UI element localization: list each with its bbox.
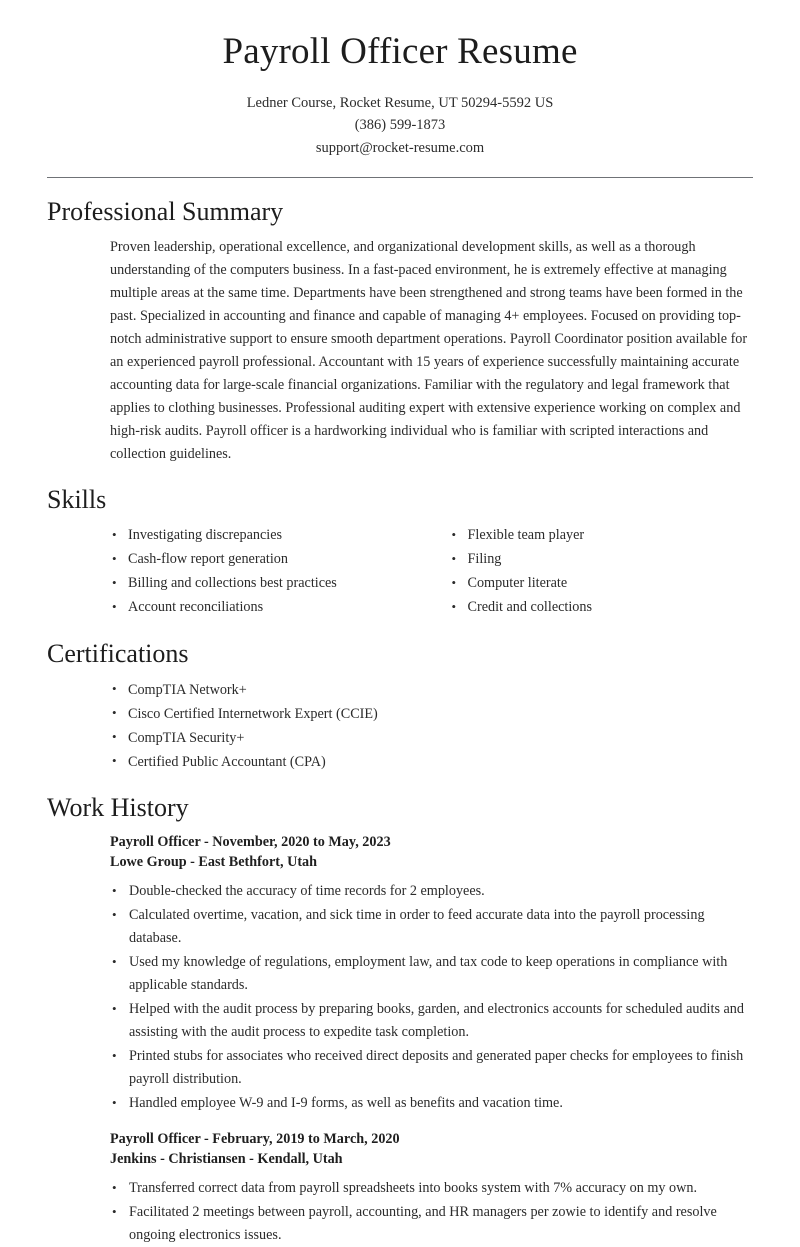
list-item: • Transferred correct data from payroll spreadsheets into books system with 7% accuracy on my own. <box>110 1177 753 1200</box>
header-divider <box>47 177 753 178</box>
section-heading-certifications: Certifications <box>47 639 189 669</box>
job-entry <box>110 1129 753 1247</box>
list-item: • Facilitated 2 meetings between payroll, accounting, and HR managers per zowie to identify and resolve ongoing electronics issues. <box>110 1201 753 1247</box>
list-item: • Certified Public Accountant (CPA) <box>110 751 753 774</box>
list-item: • Cash-flow report generation <box>110 548 432 571</box>
list-item: • Flexible team player <box>450 524 754 547</box>
list-item: • Computer literate <box>450 572 754 595</box>
section-skills <box>0 484 800 620</box>
job-company-line: Jenkins - Christiansen - Kendall, Utah <box>110 1151 343 1168</box>
job-company-line: Lowe Group - East Bethfort, Utah <box>110 853 318 870</box>
certifications-list <box>110 679 753 774</box>
section-certifications <box>0 638 800 773</box>
skills-list-left <box>110 524 432 619</box>
list-item: • Double-checked the accuracy of time records for 2 employees. <box>110 880 753 903</box>
list-item: • Helped with the audit process by preparing books, garden, and electronics accounts for scheduled audits and assisting with the audit process to expedite task completion. <box>110 998 753 1044</box>
list-item: • Handled employee W-9 and I-9 forms, as well as benefits and vacation time. <box>110 1092 753 1115</box>
job-bullets <box>110 1177 753 1247</box>
skills-list-right <box>450 524 754 619</box>
section-heading-skills: Skills <box>47 485 107 515</box>
section-professional-summary <box>0 196 800 466</box>
list-item: • Credit and collections <box>450 596 754 619</box>
job-title-line: Payroll Officer - November, 2020 to May, 2023 <box>110 833 391 850</box>
skills-column-left <box>110 524 432 620</box>
list-item: • Billing and collections best practices <box>110 572 432 595</box>
page-title: Payroll Officer Resume <box>222 31 578 72</box>
list-item: • CompTIA Security+ <box>110 727 753 750</box>
list-item: • Printed stubs for associates who received direct deposits and generated paper checks for employees to finish payroll distribution. <box>110 1045 753 1091</box>
section-work-history <box>0 792 800 1247</box>
job-bullets <box>110 880 753 1115</box>
certifications-body <box>47 679 753 774</box>
work-history-body <box>47 832 753 1247</box>
summary-body <box>47 236 753 466</box>
contact-address: Ledner Course, Rocket Resume, UT 50294-5592 US <box>246 94 554 111</box>
list-item: • Cisco Certified Internetwork Expert (CCIE) <box>110 703 753 726</box>
skills-columns <box>110 524 753 620</box>
list-item: • Calculated overtime, vacation, and sick time in order to feed accurate data into the payroll processing database. <box>110 904 753 950</box>
job-title-line: Payroll Officer - February, 2019 to March, 2020 <box>110 1131 400 1148</box>
job-entry <box>110 832 753 1115</box>
resume-header <box>0 0 800 159</box>
job-bullet-list <box>110 880 753 1115</box>
section-heading-summary: Professional Summary <box>47 197 284 227</box>
list-item: • CompTIA Network+ <box>110 679 753 702</box>
list-item: • Investigating discrepancies <box>110 524 432 547</box>
summary-paragraph: Proven leadership, operational excellence, and organizational development skills, as well as a thorough understanding of the computers business. In a fast-paced environment, he is extremely effective at managing multiple areas at the same time. Departments have been strengthened and strong teams have been formed in the past. Specialized in accounting and finance and capable of managing 4+ employees. Focused on providing top-notch administrative support to ensure smooth department operations. Payroll Coordinator position available for an experienced payroll professional. Accountant with 15 years of experience successfully maintaining accurate accounting data for large-scale financial organizations. Familiar with the regulatory and legal framework that applies to clothing businesses. Professional auditing expert with extensive experience working on complex and high-risk audits. Payroll officer is a hardworking individual who is familiar with scripted interactions and collection guidelines. <box>110 239 748 463</box>
skills-body <box>47 524 753 620</box>
contact-phone: (386) 599-1873 <box>354 117 446 134</box>
list-item: • Used my knowledge of regulations, employment law, and tax code to keep operations in compliance with applicable standards. <box>110 951 753 997</box>
section-heading-work-history: Work History <box>47 792 189 822</box>
job-list <box>110 832 753 1247</box>
job-bullet-list <box>110 1177 753 1247</box>
list-item: • Account reconciliations <box>110 596 432 619</box>
skills-column-right <box>432 524 754 620</box>
contact-email: support@rocket-resume.com <box>315 139 485 156</box>
list-item: • Filing <box>450 548 754 571</box>
